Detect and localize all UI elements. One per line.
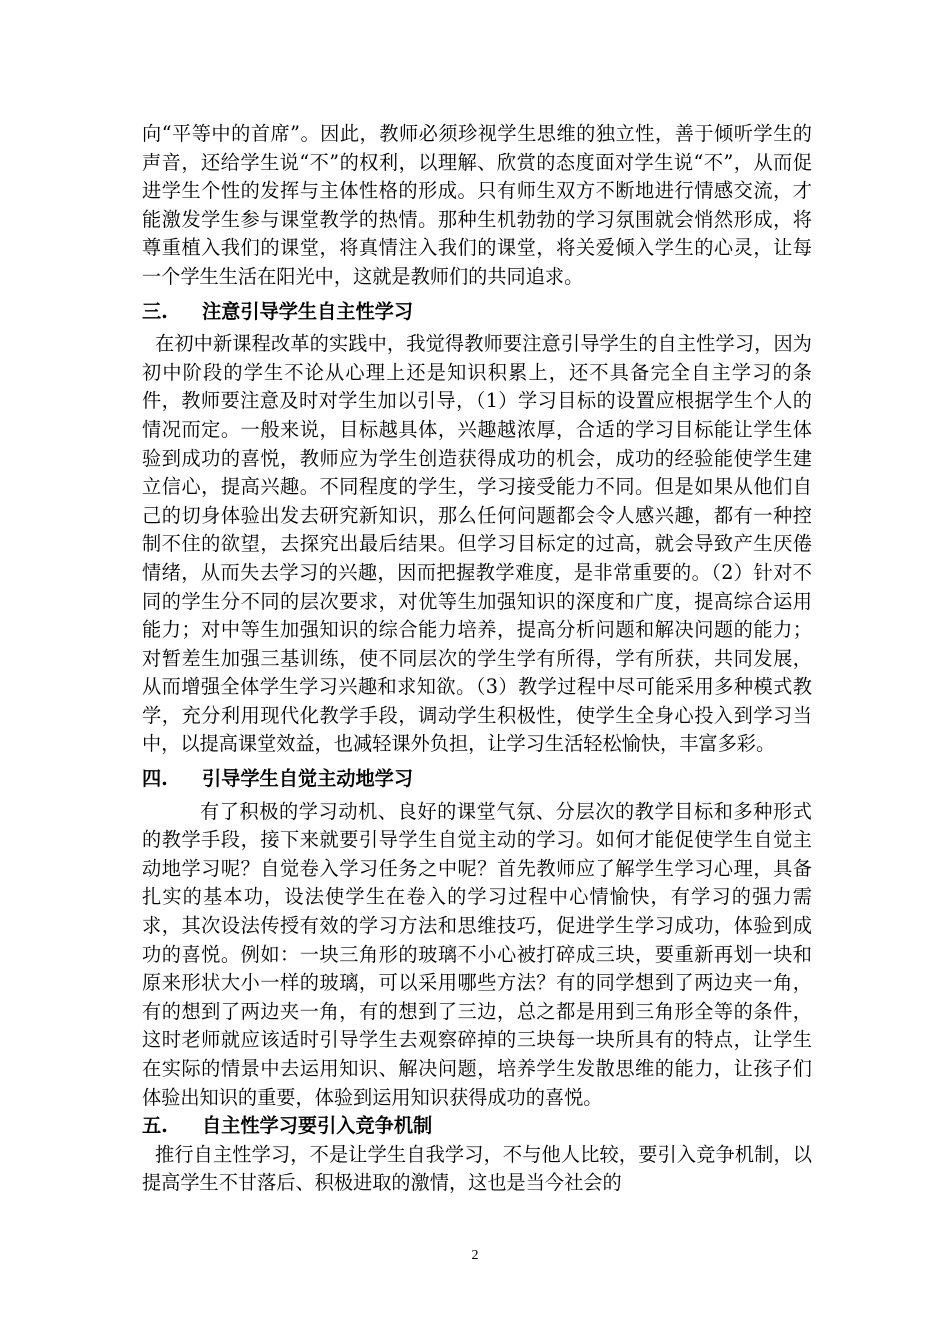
section-heading-3	[142, 298, 812, 327]
section-number: 四.	[142, 767, 168, 791]
page-number: 2	[471, 1248, 479, 1263]
section-title: 自主性学习要引入竞争机制	[202, 1114, 433, 1138]
section-number: 三.	[142, 299, 168, 323]
paragraph-section-5: 推行自主性学习，不是让学生自我学习，不与他人比较，要引入竞争机制，以提高学生不甘落后、积极进取的激情，这也是当今社会的	[142, 1142, 812, 1195]
paragraph-section-3: 在初中新课程改革的实践中，我觉得教师要注意引导学生的自主性学习，因为初中阶段的学生不论从心理上还是知识积累上，还不具备完全自主学习的条件，教师要注意及时对学生加以引导，（1）学习目标的设置应根据学生个人的情况而定。一般来说，目标越具体，兴趣越浓厚，合适的学习目标能让学生体验到成功的喜悦，教师应为学生创造获得成功的机会，成功的经验能使学生建立信心，提高兴趣。不同程度的学生，学习接受能力不同。但是如果从他们自己的切身体验出发去研究新知识，那么任何问题都会令人感兴趣，都有一种控制不住的欲望，去探究出最后结果。但学习目标定的过高，就会导致产生厌倦情绪，从而失去学习的兴趣，因而把握教学难度，是非常重要的。（2）针对不同的学生分不同的层次要求，对优等生加强知识的深度和广度，提高综合运用能力；对中等生加强知识的综合能力培养，提高分析问题和解决问题的能力；对暂差生加强三基训练，使不同层次的学生学有所得，学有所获，共同发展，从而增强全体学生学习兴趣和求知欲。（3）教学过程中尽可能采用多种模式教学，充分利用现代化教学手段，调动学生积极性，使学生全身心投入到学习当中，以提高课堂效益，也减轻课外负担，让学习生活轻松愉快，丰富多彩。	[142, 332, 812, 756]
section-heading-5	[142, 1112, 812, 1141]
section-title: 引导学生自觉主动地学习	[202, 767, 414, 791]
section-heading-4	[142, 765, 812, 794]
paragraph-continuation: 向“平等中的首席”。因此，教师必须珍视学生思维的独立性，善于倾听学生的声音，还给学生说“不”的权利，以理解、欣赏的态度面对学生说“不”，从而促进学生个性的发挥与主体性格的形成。只有师生双方不断地进行情感交流，才能激发学生参与课堂教学的热情。那种生机勃勃的学习氛围就会悄然形成，将尊重植入我们的课堂，将真情注入我们的课堂，将关爱倾入学生的心灵，让每一个学生生活在阳光中，这就是教师们的共同追求。	[142, 122, 812, 288]
section-title: 注意引导学生自主性学习	[202, 299, 414, 323]
section-number: 五.	[142, 1114, 168, 1138]
document-body	[142, 120, 812, 1198]
paragraph-section-4: 有了积极的学习动机、良好的课堂气氛、分层次的教学目标和多种形式的教学手段，接下来就要引导学生自觉主动的学习。如何才能促使学生自觉主动地学习呢？自觉卷入学习任务之中呢？首先教师应了解学生学习心理，具备扎实的基本功，设法使学生在卷入的学习过程中心情愉快，有学习的强力需求，其次设法传授有效的学习方法和思维技巧，促进学生学习成功，体验到成功的喜悦。例如：一块三角形的玻璃不小心被打碎成三块，要重新再划一块和原来形状大小一样的玻璃，可以采用哪些方法？有的同学想到了两边夹一角，有的想到了两边夹一角，有的想到了三边，总之都是用到三角形全等的条件，这时老师就应该适时引导学生去观察碎掉的三块每一块所具有的特点，让学生在实际的情景中去运用知识、解决问题，培养学生发散思维的能力，让孩子们体验出知识的重要，体验到运用知识获得成功的喜悦。	[142, 799, 812, 1109]
